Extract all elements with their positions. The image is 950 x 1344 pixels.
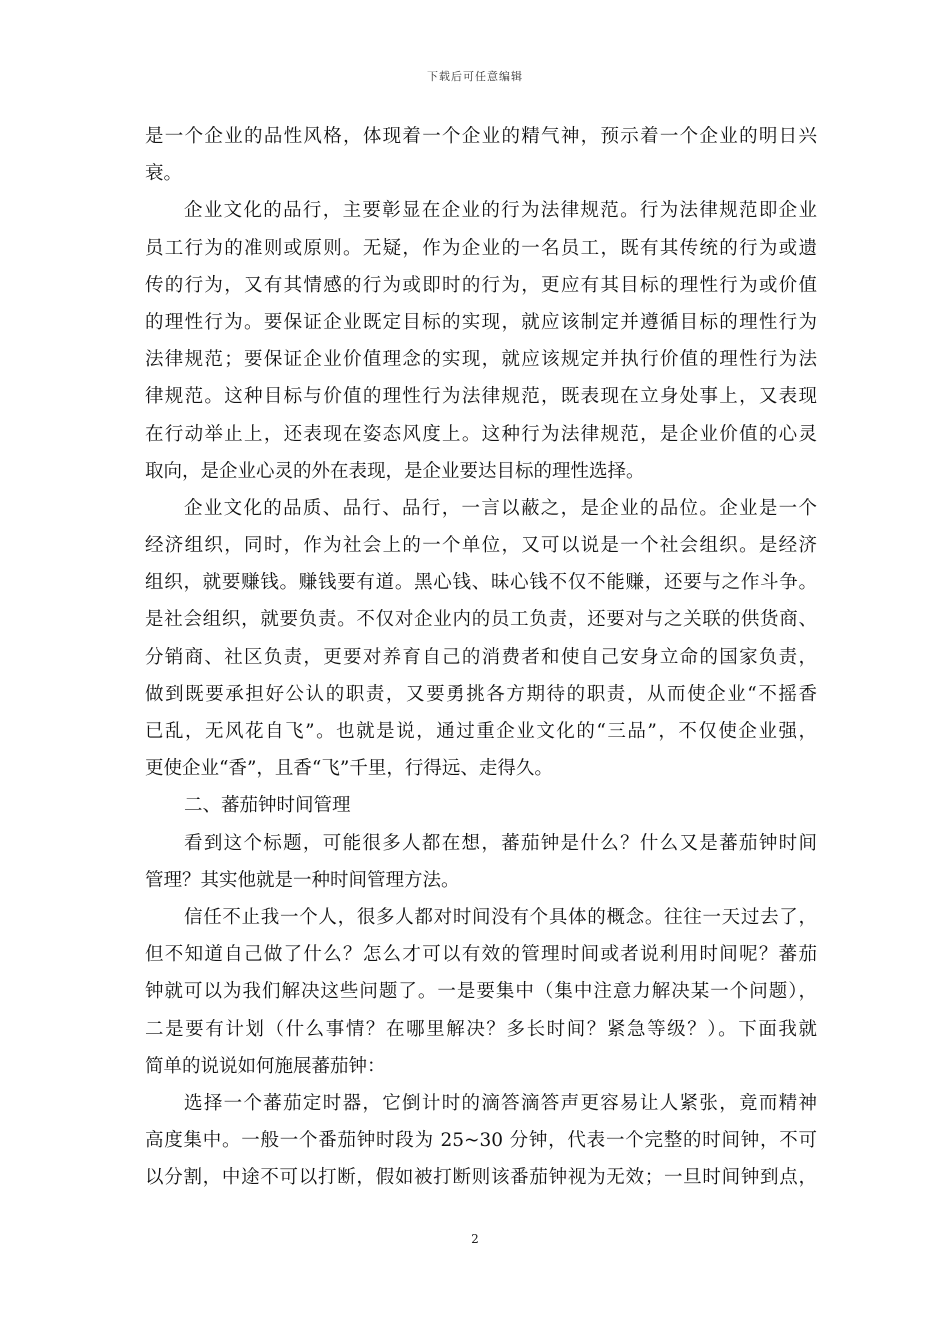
text-line: 二是要有计划（什么事情？在哪里解决？多长时间？紧急等级？）。下面我就: [145, 1018, 817, 1040]
text-line: 组织，就要赚钱。赚钱要有道。黑心钱、昧心钱不仅不能赚，还要与之作斗争。: [145, 572, 817, 594]
text-line: 简单的说说如何施展蕃茄钟：: [145, 1055, 386, 1077]
document-body: [145, 118, 817, 1196]
text-line: 是一个企业的品性风格，体现着一个企业的精气神，预示着一个企业的明日兴: [145, 126, 817, 147]
text-line: 律规范。这种目标与价值的理性行为法律规范，既表现在立身处事上，又表现: [145, 386, 817, 408]
text-line: 员工行为的准则或原则。无疑，作为企业的一名员工，既有其传统的行为或遗: [145, 237, 817, 259]
text-line: 已乱，无风花自飞”。也就是说，通过重企业文化的“三品”，不仅使企业强，: [145, 721, 817, 742]
text-line: 分销商、社区负责，更要对养育自己的消费者和使自己安身立命的国家负责，: [145, 646, 817, 668]
text-line: 企业文化的品质、品行、品行，一言以蔽之，是企业的品位。企业是一个: [184, 497, 817, 519]
text-line: 信任不止我一个人，很多人都对时间没有个具体的概念。往往一天过去了，: [184, 906, 817, 928]
text-line: 选择一个蕃茄定时器，它倒计时的滴答滴答声更容易让人紧张，竟而精神: [184, 1092, 817, 1114]
text-line: 在行动举止上，还表现在姿态风度上。这种行为法律规范，是企业价值的心灵: [145, 423, 817, 445]
page-number: 2: [471, 1232, 479, 1246]
text-line: 取向，是企业心灵的外在表现，是企业要达目标的理性选择。: [145, 460, 645, 482]
text-line: 是社会组织，就要负责。不仅对企业内的员工负责，还要对与之关联的供货商、: [145, 609, 817, 631]
text-line: 高度集中。一般一个番茄钟时段为 25~30 分钟，代表一个完整的时间钟，不可: [145, 1130, 817, 1152]
page-header: 下载后可任意编辑: [427, 70, 523, 83]
text-line: 经济组织，同时，作为社会上的一个单位，又可以说是一个社会组织。是经济: [145, 535, 817, 557]
text-line: 二、蕃茄钟时间管理: [184, 795, 351, 817]
text-line: 更使企业“香”，且香“飞”千里，行得远、走得久。: [145, 758, 553, 780]
text-line: 衰。: [145, 163, 183, 185]
text-line: 企业文化的品行，主要彰显在企业的行为法律规范。行为法律规范即企业: [184, 200, 817, 222]
text-line: 管理？其实他就是一种时间管理方法。: [145, 869, 460, 891]
text-line: 传的行为，又有其情感的行为或即时的行为，更应有其目标的理性行为或价值: [145, 274, 817, 296]
text-line: 看到这个标题，可能很多人都在想，蕃茄钟是什么？什么又是蕃茄钟时间: [184, 832, 817, 854]
text-line: 的理性行为。要保证企业既定目标的实现，就应该制定并遵循目标的理性行为: [145, 311, 817, 333]
text-line: 法律规范；要保证企业价值理念的实现，就应该规定并执行价值的理性行为法: [145, 349, 817, 371]
text-line: 以分割，中途不可以打断，假如被打断则该番茄钟视为无效；一旦时间钟到点，: [145, 1167, 817, 1189]
text-line: 但不知道自己做了什么？怎么才可以有效的管理时间或者说利用时间呢？蕃茄: [145, 944, 817, 966]
text-line: 钟就可以为我们解决这些问题了。一是要集中（集中注意力解决某一个问题），: [145, 981, 817, 1003]
text-line: 做到既要承担好公认的职责，又要勇挑各方期待的职责，从而使企业“不摇香: [145, 683, 817, 705]
